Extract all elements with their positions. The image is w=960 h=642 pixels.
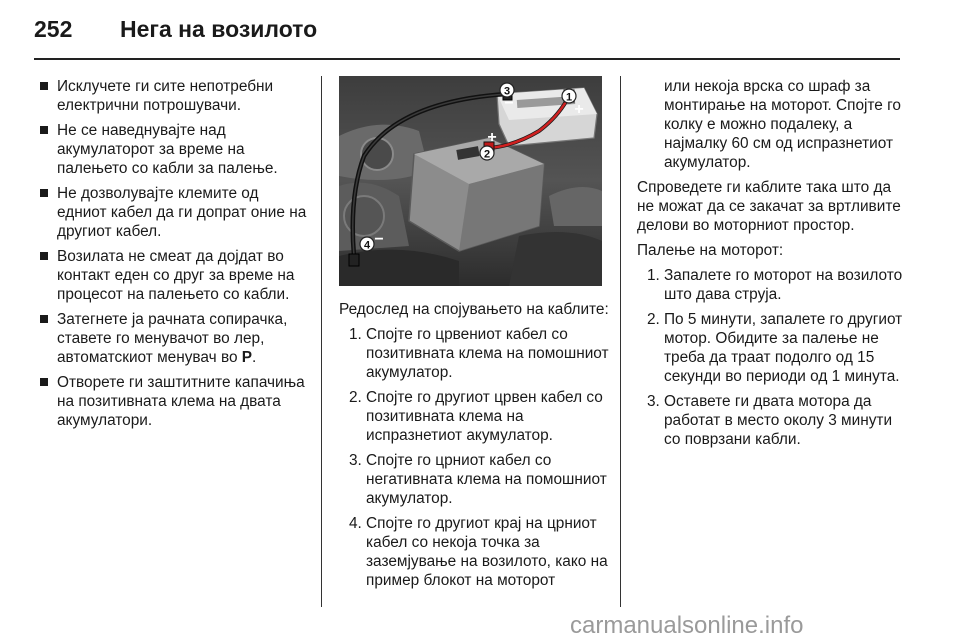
bullet-square-icon: [40, 315, 48, 323]
list-item: 3. Спојте го црниот кабел со негативната клема на помошниот акумулатор.: [349, 452, 607, 507]
bullet-square-icon: [40, 378, 48, 386]
right-column: [637, 77, 909, 455]
list-item: Исклучете ги сите непотребни електрични потрошувачи.: [39, 77, 307, 115]
list-item: Не се наведнувајте над акумулаторот за време на палењето со кабли за палење.: [39, 121, 307, 178]
middle-column: [339, 300, 609, 596]
list-item: 4. Спојте го другиот крај на црниот кабел со некоја точка за заземјување на возилото, како на пример блокот на моторот: [349, 515, 608, 589]
bullet-square-icon: [40, 252, 48, 260]
list-item: Затегнете ја рачната сопирачка, ставете го менувачот во лер, автоматскиот менувач во P.: [39, 310, 307, 367]
svg-text:+: +: [574, 101, 584, 118]
svg-text:+: +: [487, 129, 497, 146]
list-item: 2. По 5 минути, запалете го другиот мотор. Обидите за палење не треба да траат подолго од 15 секунди во периоди од 1 минута.: [647, 311, 903, 385]
watermark: carmanualsonline.info: [570, 612, 804, 639]
connection-steps: [339, 325, 609, 590]
step-continuation: или некоја врска со шраф за монтирање на моторот. Спојте го колку е можно подалеку, а најмалку 60 см од испразнетиот акумулатор.: [664, 78, 901, 171]
bullet-square-icon: [40, 189, 48, 197]
svg-text:3: 3: [503, 85, 511, 98]
svg-text:1: 1: [565, 91, 573, 104]
gear-position-p: P: [241, 349, 253, 366]
header-divider: [34, 58, 900, 60]
svg-text:4: 4: [363, 239, 371, 252]
list-item: 1. Спојте го црвениот кабел со позитивната клема на помошниот акумулатор.: [349, 326, 609, 381]
engine-start-heading: Палење на моторот:: [637, 242, 784, 259]
list-item: Не дозволувајте клемите од едниот кабел да ги допрат оние на другиот кабел.: [39, 184, 307, 241]
svg-text:2: 2: [483, 148, 491, 161]
page-title: Нега на возилото: [120, 16, 318, 42]
cable-routing-paragraph: Спроведете ги каблите така што да не можат да се закачат за вртливите делови во моторниот простор.: [637, 179, 901, 234]
jump-start-illustration: [339, 76, 602, 286]
list-item: Отворете ги заштитните капачиња на позитивната клема на двата акумулатори.: [39, 373, 307, 430]
engine-start-steps: [637, 266, 909, 449]
connection-order-intro: Редослед на спојувањето на каблите:: [339, 301, 609, 318]
column-divider-2: [620, 76, 621, 607]
page-number: 252: [34, 16, 73, 42]
svg-text:−: −: [504, 95, 514, 112]
bullet-square-icon: [40, 82, 48, 90]
column-divider-1: [321, 76, 322, 607]
precaution-list: [39, 77, 307, 430]
list-item: 2. Спојте го другиот црвен кабел со позитивната клема на испразнетиот акумулатор.: [349, 389, 603, 444]
list-item: 3. Оставете ги двата мотора да работат в место околу 3 минути со поврзани кабли.: [647, 393, 893, 448]
list-item: Возилата не смеат да дојдат во контакт еден со друг за време на процесот на палењето со кабли.: [39, 247, 307, 304]
page-header: [34, 12, 914, 52]
left-column: [39, 77, 307, 436]
svg-text:−: −: [374, 231, 384, 248]
bullet-square-icon: [40, 126, 48, 134]
list-item: 1. Запалете го моторот на возилото што дава струја.: [647, 267, 903, 303]
